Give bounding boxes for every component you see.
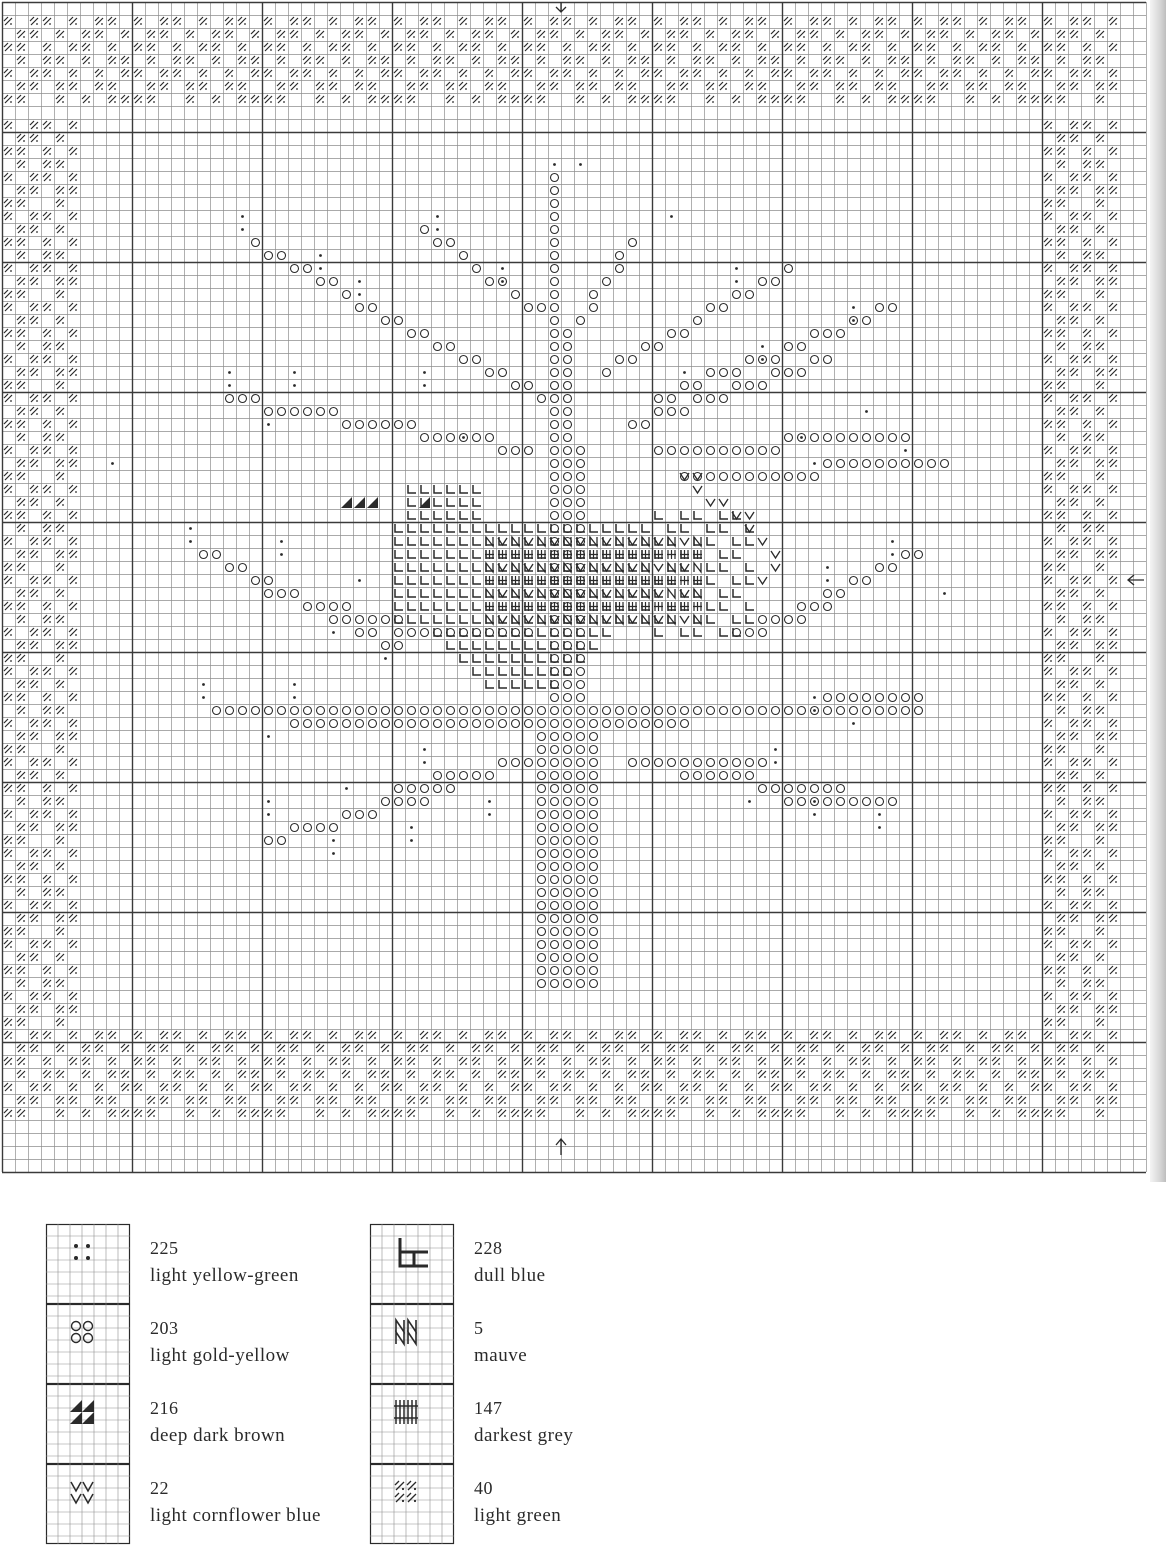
legend-item-5 xyxy=(370,1304,670,1384)
l-bracket-symbol-icon xyxy=(370,1224,454,1304)
page-binding-edge xyxy=(1150,0,1166,1182)
legend-color-name: deep dark brown xyxy=(150,1425,286,1446)
light-gold-yellow-stitches xyxy=(200,174,949,988)
legend-item-203 xyxy=(46,1304,346,1384)
legend-item-228 xyxy=(370,1224,670,1304)
grid-lines xyxy=(2,2,1147,1173)
down-arrow-icon xyxy=(556,2,566,12)
legend-item-225 xyxy=(46,1224,346,1304)
n-hatch-symbol-icon xyxy=(370,1304,454,1384)
legend-color-name: light yellow-green xyxy=(150,1265,299,1286)
legend-item-22 xyxy=(46,1464,346,1544)
filled-triangle-symbol-icon xyxy=(46,1384,130,1464)
deep-dark-brown-stitches xyxy=(341,497,430,508)
vertical-hatch-symbol-icon xyxy=(370,1384,454,1464)
legend-number: 225 xyxy=(150,1238,179,1258)
legend-number: 228 xyxy=(474,1238,503,1258)
legend-color-name: light cornflower blue xyxy=(150,1505,321,1526)
legend-item-216 xyxy=(46,1384,346,1464)
legend-color-name: light gold-yellow xyxy=(150,1345,290,1366)
x-dot-symbol-icon xyxy=(370,1464,454,1544)
legend-color-name: light green xyxy=(474,1505,562,1526)
dot-symbol-icon xyxy=(46,1224,130,1304)
legend-number: 147 xyxy=(474,1398,503,1418)
darkest-grey-stitches xyxy=(485,550,702,611)
v-symbol-icon xyxy=(46,1464,130,1544)
up-arrow-icon xyxy=(556,1139,566,1155)
circle-symbol-icon xyxy=(46,1304,130,1384)
legend-item-40 xyxy=(370,1464,670,1544)
light-green-stitches xyxy=(4,17,1117,1117)
legend-color-name: mauve xyxy=(474,1345,528,1366)
left-arrow-icon xyxy=(1128,575,1144,585)
legend-number: 216 xyxy=(150,1398,179,1418)
legend-number: 22 xyxy=(150,1478,169,1498)
legend-color-name: darkest grey xyxy=(474,1425,574,1446)
legend-number: 5 xyxy=(474,1318,484,1338)
legend-color-name: dull blue xyxy=(474,1265,546,1286)
legend-item-147 xyxy=(370,1384,670,1464)
legend-number: 203 xyxy=(150,1318,179,1338)
legend-number: 40 xyxy=(474,1478,493,1498)
